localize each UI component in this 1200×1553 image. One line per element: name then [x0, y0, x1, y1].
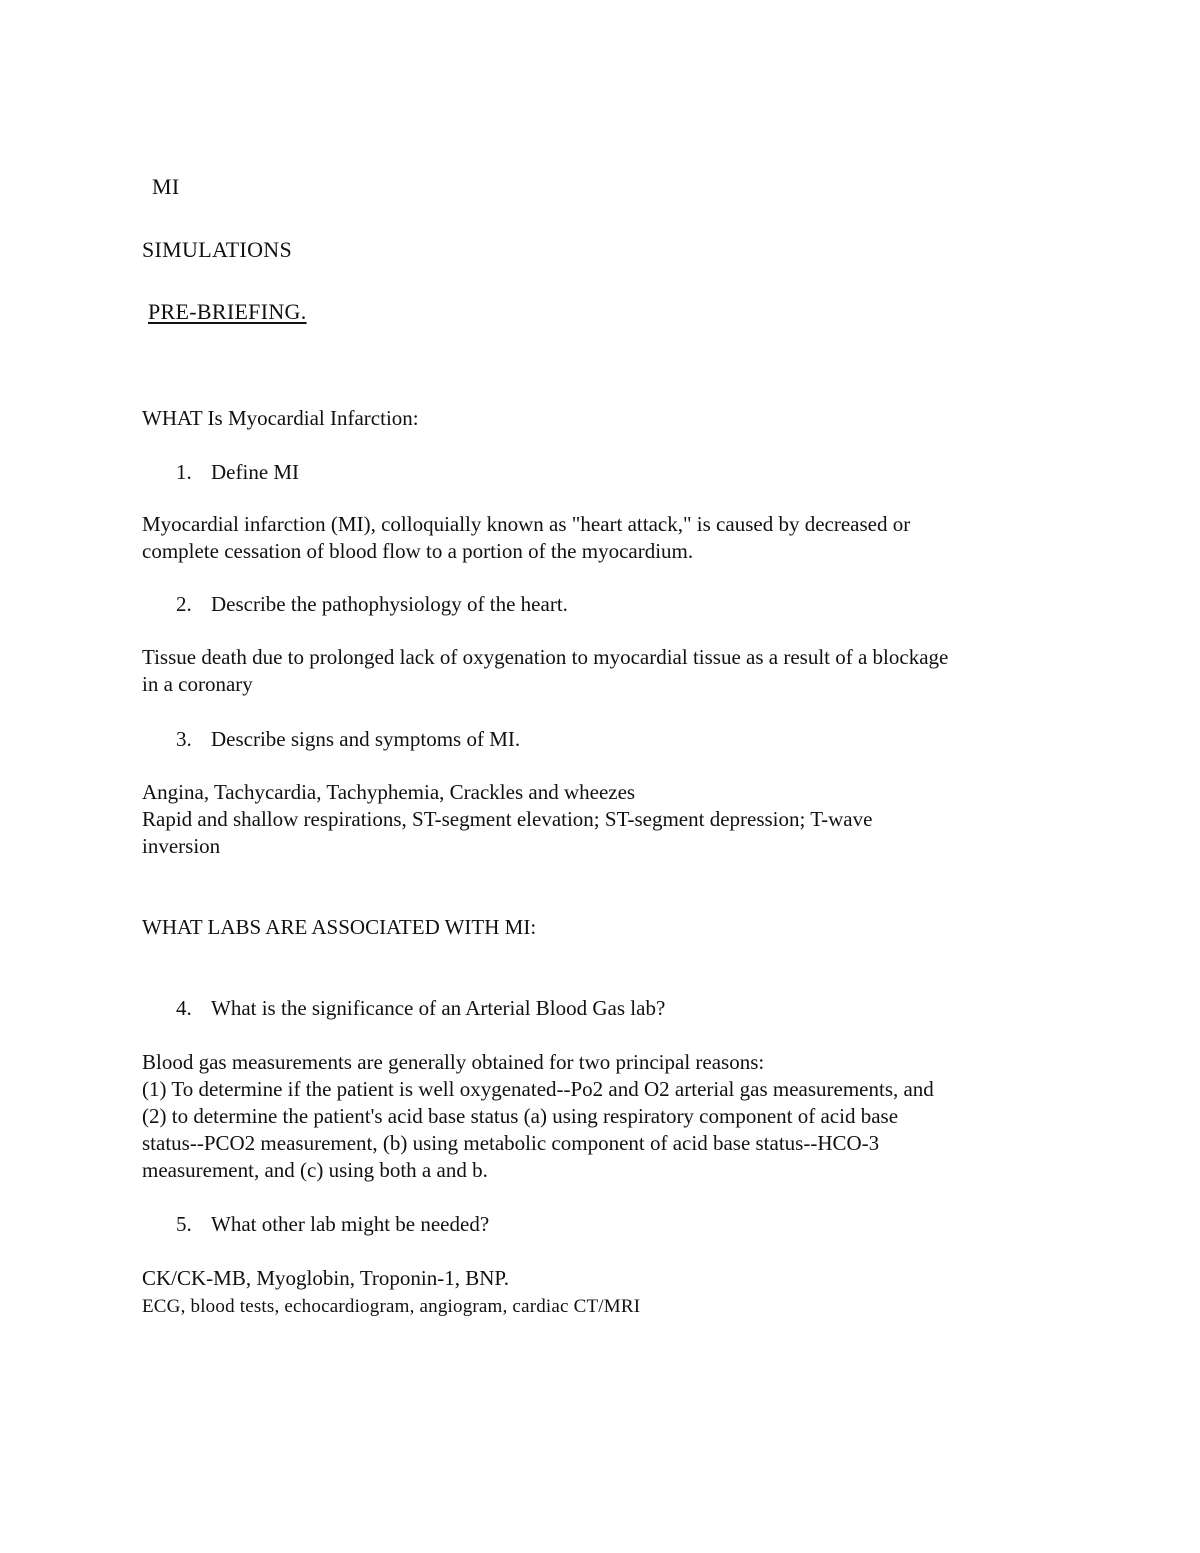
document-title: MI: [152, 174, 180, 199]
answer-5-line-2: ECG, blood tests, echocardiogram, angiogram, cardiac CT/MRI: [142, 1296, 641, 1317]
question-number-1: 1.: [176, 460, 192, 484]
answer-4-line-1: Blood gas measurements are generally obtained for two principal reasons:: [142, 1050, 765, 1074]
answer-3-line-1: Angina, Tachycardia, Tachyphemia, Crackles and wheezes: [142, 780, 636, 804]
answer-4-line-5: measurement, and (c) using both a and b.: [142, 1158, 488, 1182]
question-5: What other lab might be needed?: [211, 1212, 490, 1236]
question-number-5: 5.: [176, 1212, 192, 1236]
answer-1-line-2: complete cessation of blood flow to a portion of the myocardium.: [142, 539, 694, 563]
what-is-heading: WHAT Is Myocardial Infarction:: [142, 406, 419, 430]
question-number-3: 3.: [176, 727, 192, 751]
document-subtitle: SIMULATIONS: [142, 237, 292, 262]
answer-3-line-3: inversion: [142, 834, 221, 858]
section-heading-pre-briefing: PRE-BRIEFING.: [148, 299, 307, 324]
answer-4-line-2: (1) To determine if the patient is well oxygenated--Po2 and O2 arterial gas measurements, and: [142, 1077, 934, 1101]
question-3: Describe signs and symptoms of MI.: [211, 727, 521, 751]
answer-2-line-2: in a coronary: [142, 672, 253, 696]
answer-2-line-1: Tissue death due to prolonged lack of oxygenation to myocardial tissue as a result of a blockage: [142, 645, 949, 669]
answer-3-line-2: Rapid and shallow respirations, ST-segment elevation; ST-segment depression; T-wave: [142, 807, 873, 831]
answer-4-line-4: status--PCO2 measurement, (b) using metabolic component of acid base status--HCO-3: [142, 1131, 880, 1155]
answer-5-line-1: CK/CK-MB, Myoglobin, Troponin-1, BNP.: [142, 1266, 509, 1290]
labs-heading: WHAT LABS ARE ASSOCIATED WITH MI:: [142, 915, 537, 939]
question-2: Describe the pathophysiology of the heart.: [211, 592, 568, 616]
answer-1-line-1: Myocardial infarction (MI), colloquially known as "heart attack," is caused by decreased or: [142, 512, 911, 536]
answer-4-line-3: (2) to determine the patient's acid base status (a) using respiratory component of acid base: [142, 1104, 899, 1128]
question-1: Define MI: [211, 460, 300, 484]
question-4: What is the significance of an Arterial Blood Gas lab?: [211, 996, 666, 1020]
question-number-2: 2.: [176, 592, 192, 616]
question-number-4: 4.: [176, 996, 192, 1020]
